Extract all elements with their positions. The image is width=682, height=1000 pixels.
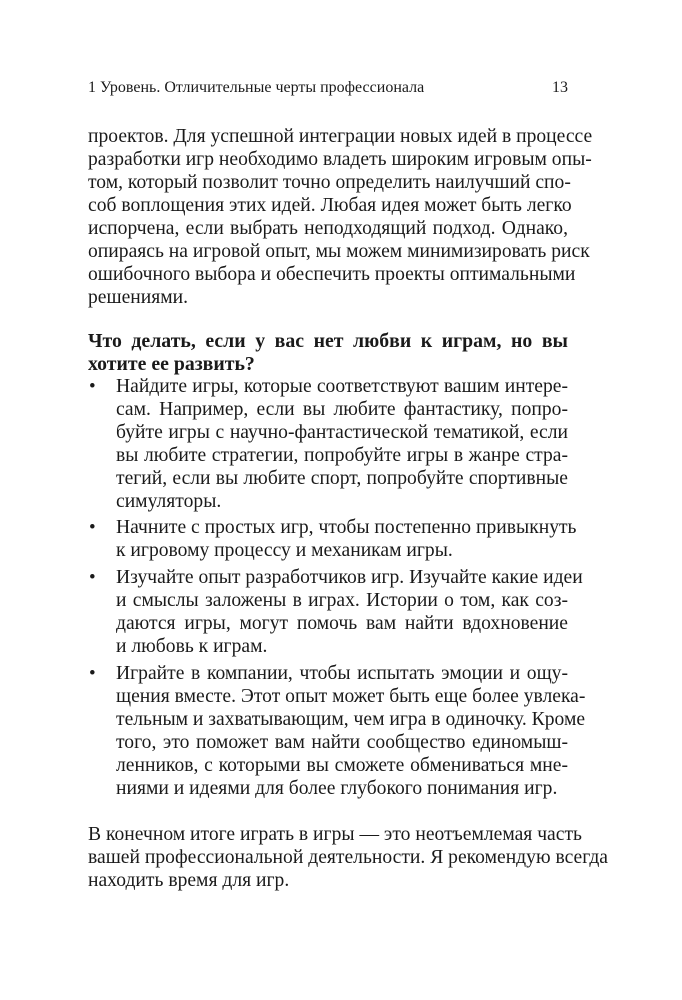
list-item-line: симуляторы. [116,491,222,512]
paragraph-line: вашей профессиональной деятельности. Я рекомендую всегда [88,847,608,868]
heading-line: Что делать, если у вас нет любви к играм, но вы [88,330,568,352]
paragraph-line: опираясь на игровой опыт, мы можем минимизировать риск [88,241,590,262]
paragraph-line: разработки игр необходимо владеть широким игровым опы- [88,149,592,170]
bullet-marker: • [89,663,96,684]
page-number: 13 [552,79,568,96]
paragraph-line: проектов. Для успешной интеграции новых идей в процессе [88,126,593,147]
list-item-line: даются игры, могут помочь вам найти вдохновение [116,613,568,634]
list-item-line: Играйте в компании, чтобы испытать эмоции и ощу- [116,663,568,684]
bullet-marker: • [89,517,96,538]
list-item-line: вы любите стратегии, попробуйте игры в жанре стра- [116,445,568,466]
list-item-line: тельным и захватывающим, чем игра в одиночку. Кроме [116,709,586,730]
paragraph-line: находить время для игр. [88,870,290,891]
bullet-marker: • [89,376,96,397]
list-item-line: тегий, если вы любите спорт, попробуйте спортивные [116,468,568,489]
list-item-line: Изучайте опыт разработчиков игр. Изучайте какие идеи [116,567,583,588]
paragraph-line: решениями. [88,287,189,308]
list-item-line: и любовь к играм. [116,636,268,657]
list-item-line: Найдите игры, которые соответствуют вашим интере- [116,376,568,397]
list-item-line: и смыслы заложены в играх. Истории о том, как соз- [116,590,568,611]
list-item-line: Начните с простых игр, чтобы постепенно привыкнуть [116,517,577,538]
list-item-line: буйте игры с научно-фантастической тематикой, если [116,422,568,443]
list-item-line: ленников, с которыми вы сможете обмениваться мне- [116,755,568,776]
paragraph-line: В конечном итоге играть в игры — это неотъемлемая часть [88,824,582,845]
list-item-line: ниями и идеями для более глубокого понимания игр. [116,778,558,799]
bullet-marker: • [89,567,96,588]
list-item-line: к игровому процессу и механикам игры. [116,540,453,561]
list-item-line: щения вместе. Этот опыт может быть еще более увлека- [116,686,586,707]
running-header [88,76,568,100]
paragraph-line: испорчена, если выбрать неподходящий подход. Однако, [88,218,568,239]
list-item-line: того, это поможет вам найти сообщество единомыш- [116,732,568,753]
heading-line: хотите ее развить? [88,353,255,375]
paragraph-line: том, который позволит точно определить наилучший спо- [88,172,571,193]
list-item-line: сам. Например, если вы любите фантастику, попро- [116,399,568,420]
running-title: 1 Уровень. Отличительные черты профессионала [88,79,425,96]
paragraph-line: соб воплощения этих идей. Любая идея может быть легко [88,195,572,216]
paragraph-line: ошибочного выбора и обеспечить проекты оптимальными [88,264,576,285]
